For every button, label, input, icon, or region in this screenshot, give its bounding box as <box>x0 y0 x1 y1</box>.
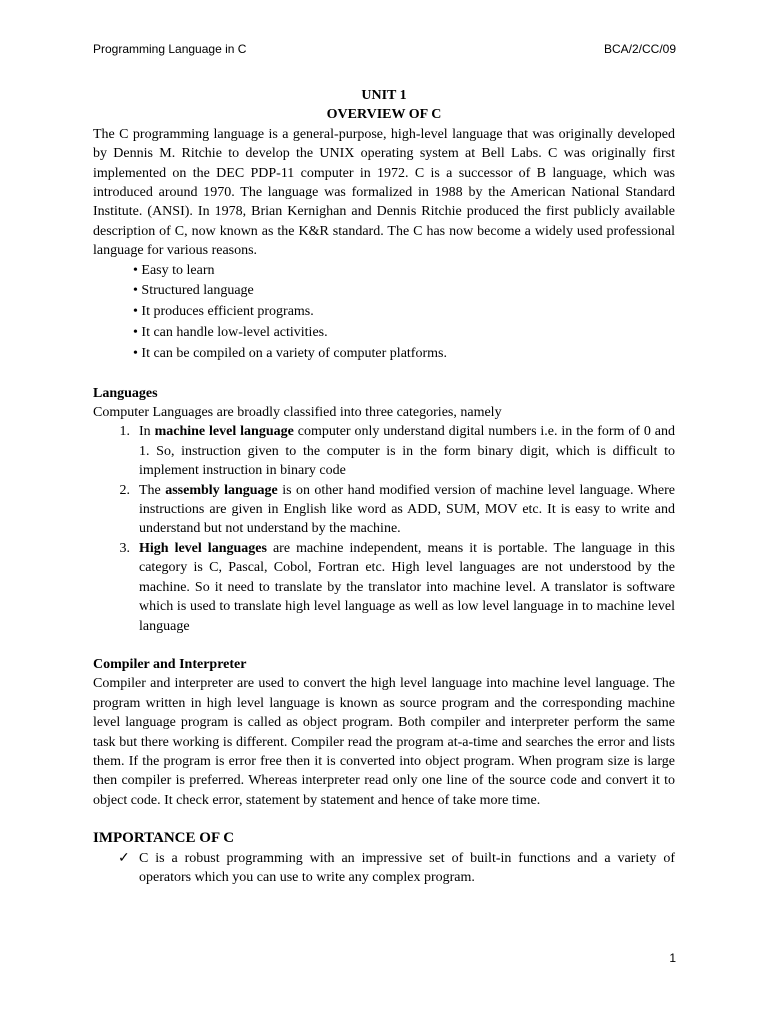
list-text-rest: are machine independent, means it is portable. The language in this category is C, Pascal, Cobol, Fortran etc. High level languages are not understood by the machine. So it need to translate by the translator into machine level. A translator is software which is used to translate high level language as well as low level language in to machine level language <box>139 540 675 634</box>
list-text <box>139 481 675 539</box>
spacer <box>93 365 675 384</box>
list-item: • Easy to learn <box>133 262 215 278</box>
list-item: • It produces efficient programs. <box>133 304 314 320</box>
list-text-pre: The <box>139 482 166 498</box>
list-item: • Structured language <box>133 283 254 299</box>
list-number: 3. <box>119 540 130 556</box>
list-text-rest: is on other hand modified version of machine level language. Where instructions are given in English like word as ADD, SUM, MOV etc. It is easy to write and understand but not understand by the machine. <box>139 482 675 537</box>
spacer <box>93 810 675 829</box>
list-text <box>139 539 675 636</box>
page-number: 1 <box>669 951 676 965</box>
list-item <box>93 422 675 480</box>
list-text: C is a robust programming with an impressive set of built-in functions and a variety of operators which you can use to write any complex program. <box>139 850 675 885</box>
list-item: • It can be compiled on a variety of computer platforms. <box>133 345 447 361</box>
running-header-title: Programming Language in C <box>93 42 247 56</box>
list-item <box>93 481 675 539</box>
list-item <box>93 849 675 888</box>
checkmark-icon: ✓ <box>118 850 130 866</box>
spacer <box>93 636 675 655</box>
intro-paragraph: The C programming language is a general-purpose, high-level language that was originally developed by Dennis M. Ritchie to develop the UNIX operating system at Bell Labs. C was originally first implemented on the DEC PDP-11 computer in 1972. C is a successor of B language, which was introduced around 1970. The language was formalized in 1988 by the American National Standard Institute. (ANSI). In 1978, Brian Kernighan and Dennis Ritchie produced the first publicly available description of C, now known as the K&R standard. The C has now become a widely used professional language for various reasons. <box>93 126 675 259</box>
compiler-heading: Compiler and Interpreter <box>93 656 247 672</box>
languages-heading: Languages <box>93 385 158 401</box>
list-text-bold: High level languages <box>139 540 267 556</box>
running-header-code: BCA/2/CC/09 <box>603 42 676 56</box>
languages-list <box>93 422 675 635</box>
list-text-bold: machine level language <box>154 424 294 440</box>
importance-heading: IMPORTANCE OF C <box>93 830 235 847</box>
reasons-list <box>93 261 675 364</box>
page-content <box>93 86 675 887</box>
list-number: 2. <box>119 482 130 498</box>
list-item: • It can handle low-level activities. <box>133 325 328 341</box>
importance-list <box>93 849 675 888</box>
list-text <box>139 422 675 480</box>
list-text-bold: assembly language <box>165 482 278 498</box>
list-number: 1. <box>119 424 130 440</box>
languages-lead: Computer Languages are broadly classified into three categories, namely <box>93 405 502 421</box>
compiler-paragraph: Compiler and interpreter are used to convert the high level language into machine level language. The program written in high level language is known as source program and the corresponding machine level language program is called as object program. Both compiler and interpreter perform the same task but there working is different. Compiler read the program at-a-time and searches the error and lists them. If the program is error free then it is converted into object program. When program size is large then compiler is preferred. Whereas interpreter read only one line of the source code and convert it to object code. It check error, statement by statement and hence of take more time. <box>93 676 675 808</box>
list-text-rest: computer only understand digital numbers i.e. in the form of 0 and 1. So, instruction given to the computer is in the form binary digit, which is difficult to implement instruction in binary code <box>139 424 676 479</box>
list-text-pre: In <box>139 424 155 440</box>
list-item <box>93 539 675 636</box>
unit-heading: UNIT 1 <box>361 88 407 103</box>
overview-heading: OVERVIEW OF C <box>326 107 442 123</box>
